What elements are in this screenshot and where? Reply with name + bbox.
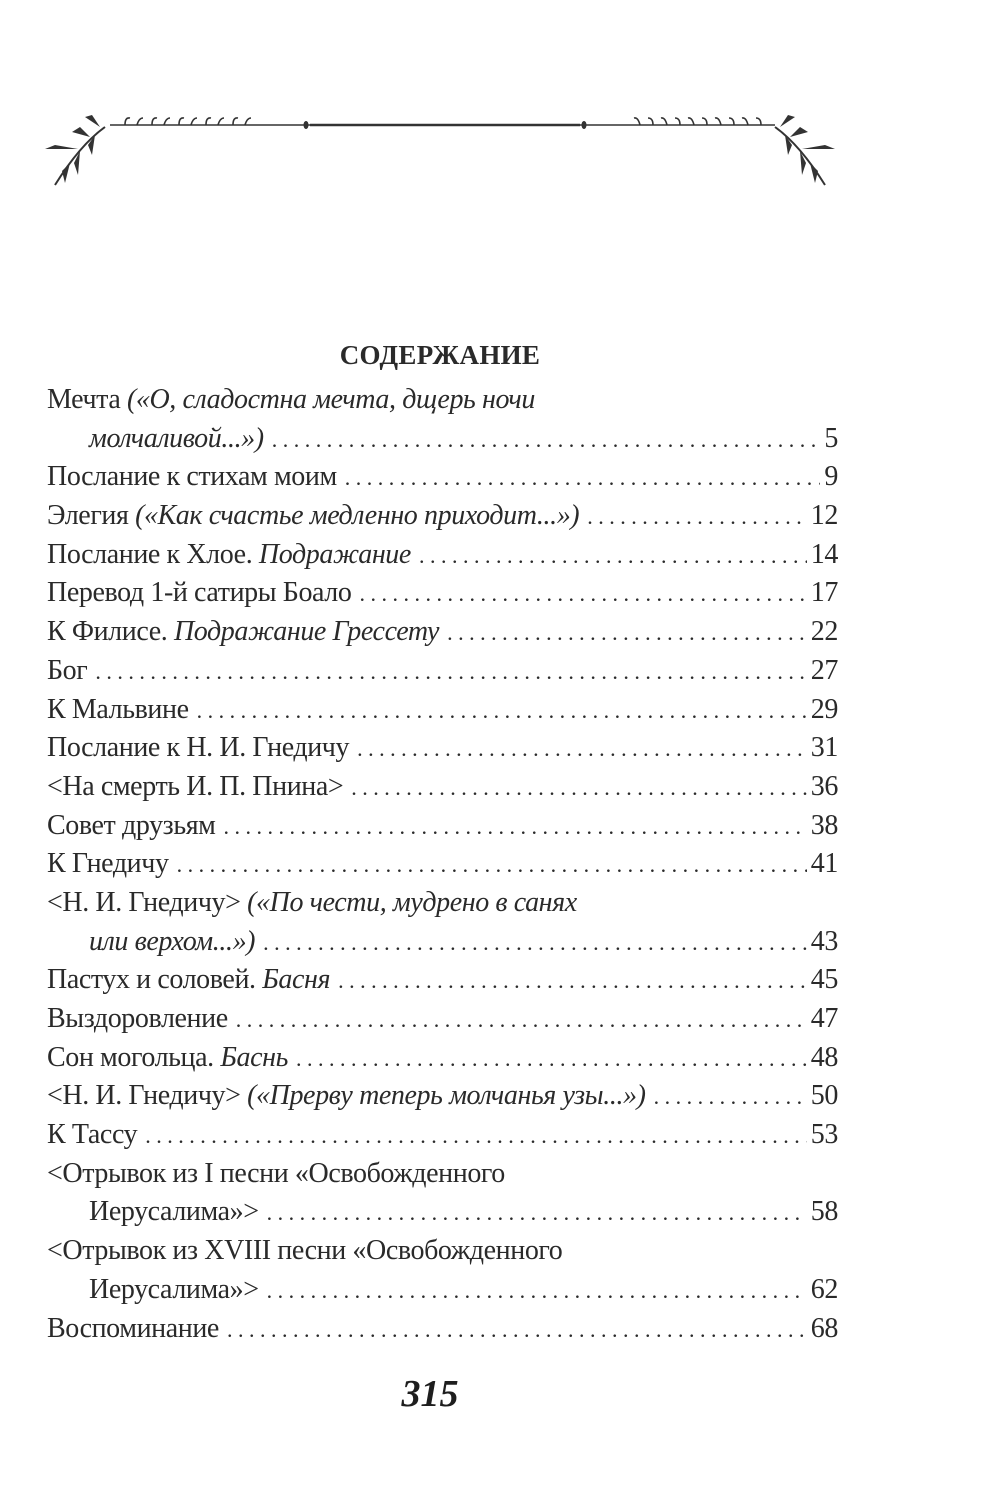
toc-entry[interactable] [47, 1077, 838, 1116]
toc-entry-head [47, 884, 838, 923]
entry-page: 38 [810, 809, 838, 841]
entry-title: Воспоминание [47, 1312, 219, 1344]
page-number: 315 [401, 1373, 459, 1415]
entry-page: 36 [810, 770, 838, 802]
toc-entry[interactable] [47, 768, 838, 807]
toc-entry-head [47, 1232, 838, 1271]
leader-dots [357, 730, 807, 769]
toc-entry[interactable] [47, 652, 838, 691]
entry-title: Выздоровление [47, 1003, 228, 1034]
leader-dots [224, 808, 807, 847]
entry-page: 58 [810, 1196, 838, 1228]
leader-dots [338, 962, 807, 1001]
floral-divider-ornament [40, 105, 840, 190]
entry-page: 31 [810, 732, 838, 764]
entry-page: 48 [810, 1041, 838, 1073]
entry-page: 12 [810, 500, 838, 532]
entry-page: 27 [810, 654, 838, 686]
entry-page: 68 [810, 1312, 838, 1344]
entry-subtitle: Подражание [258, 538, 411, 570]
entry-subtitle: Баснь [220, 1041, 288, 1073]
entry-title: Послание к Н. И. Гнедичу [47, 732, 350, 764]
toc-entry-head [47, 1155, 838, 1194]
toc-entry[interactable] [47, 807, 838, 846]
entry-subtitle-cont: молчаливой...») [89, 422, 264, 454]
toc-entry[interactable] [47, 1000, 838, 1039]
toc-entry[interactable] [47, 1116, 838, 1155]
entry-page: 50 [810, 1080, 838, 1112]
entry-page: 14 [810, 538, 838, 570]
entry-page: 62 [810, 1273, 838, 1305]
leader-dots [95, 653, 806, 692]
entry-page: 47 [810, 1003, 838, 1034]
entry-title: Сон могольца. [47, 1041, 221, 1073]
entry-title: К Тассу [47, 1119, 138, 1151]
leader-dots [296, 1040, 807, 1079]
toc-entry[interactable] [47, 691, 838, 730]
entry-subtitle: Басня [262, 964, 331, 996]
toc-entry[interactable] [47, 729, 838, 768]
entry-title: Совет друзьям [47, 809, 216, 841]
entry-title: <На смерть И. П. Пнина> [47, 770, 344, 802]
entry-page: 29 [810, 693, 838, 725]
table-of-contents [47, 381, 838, 1348]
leader-dots [145, 1117, 807, 1156]
entry-title: К Филисе. [47, 616, 174, 648]
entry-title: Послание к Хлое. [47, 538, 259, 570]
entry-title: К Мальвине [47, 693, 189, 725]
toc-title: СОДЕРЖАНИЕ [339, 340, 541, 370]
toc-entry[interactable] [47, 420, 838, 459]
entry-page: 53 [810, 1119, 838, 1151]
entry-page: 22 [810, 616, 838, 648]
leader-dots [263, 924, 807, 963]
leader-dots [359, 575, 806, 614]
entry-subtitle: Подражание Грессету [173, 616, 440, 648]
leader-dots [345, 459, 821, 498]
entry-title: К Гнедичу [47, 848, 169, 880]
leader-dots [197, 692, 807, 731]
toc-entry-head [47, 381, 838, 420]
entry-page: 45 [810, 964, 838, 996]
toc-entry[interactable] [47, 923, 838, 962]
entry-page: 5 [824, 422, 838, 454]
entry-subtitle: («Прерву теперь молчанья узы...») [247, 1080, 646, 1112]
entry-title: Бог [47, 654, 88, 686]
leader-dots [587, 498, 807, 537]
entry-title-cont: Иерусалима»> [89, 1196, 259, 1228]
entry-title: Мечта [47, 384, 127, 415]
toc-entry[interactable] [47, 458, 838, 497]
entry-title: <Н. И. Гнедичу> [47, 1080, 248, 1112]
entry-page: 17 [810, 577, 838, 609]
entry-title-cont: Иерусалима»> [89, 1273, 259, 1305]
toc-entry[interactable] [47, 1310, 838, 1349]
leader-dots [447, 614, 807, 653]
leader-dots [351, 769, 807, 808]
entry-title: <Н. И. Гнедичу> [47, 886, 248, 918]
entry-page: 9 [824, 461, 838, 493]
toc-entry[interactable] [47, 574, 838, 613]
entry-subtitle-cont: или верхом...») [89, 925, 256, 957]
entry-title: <Отрывок из I песни «Освобожденного [47, 1157, 505, 1189]
entry-subtitle: («О, сладостна мечта, дщерь ночи [126, 384, 535, 415]
leader-dots [654, 1078, 807, 1117]
entry-title: Послание к стихам моим [47, 461, 337, 493]
leader-dots [272, 421, 821, 460]
entry-title: Перевод 1-й сатиры Боало [47, 577, 352, 609]
entry-subtitle: («Как счастье медленно приходит...») [135, 500, 580, 532]
toc-entry[interactable] [47, 961, 838, 1000]
entry-title: Элегия [47, 500, 136, 532]
toc-entry[interactable] [47, 1039, 838, 1078]
leader-dots [236, 1001, 807, 1040]
entry-title: <Отрывок из XVIII песни «Освобожденного [47, 1235, 563, 1267]
entry-page: 41 [810, 848, 838, 880]
toc-entry[interactable] [47, 1193, 838, 1232]
toc-entry[interactable] [47, 497, 838, 536]
entry-page: 43 [810, 925, 838, 957]
toc-entry[interactable] [47, 1271, 838, 1310]
entry-title: Пастух и соловей. [47, 964, 263, 996]
toc-entry[interactable] [47, 536, 838, 575]
leader-dots [177, 846, 807, 885]
leader-dots [267, 1194, 807, 1233]
leader-dots [227, 1311, 807, 1350]
entry-subtitle: («По чести, мудрено в санях [247, 886, 577, 918]
leader-dots [419, 537, 807, 576]
leader-dots [267, 1272, 807, 1311]
toc-entry[interactable] [47, 613, 838, 652]
toc-entry[interactable] [47, 845, 838, 884]
